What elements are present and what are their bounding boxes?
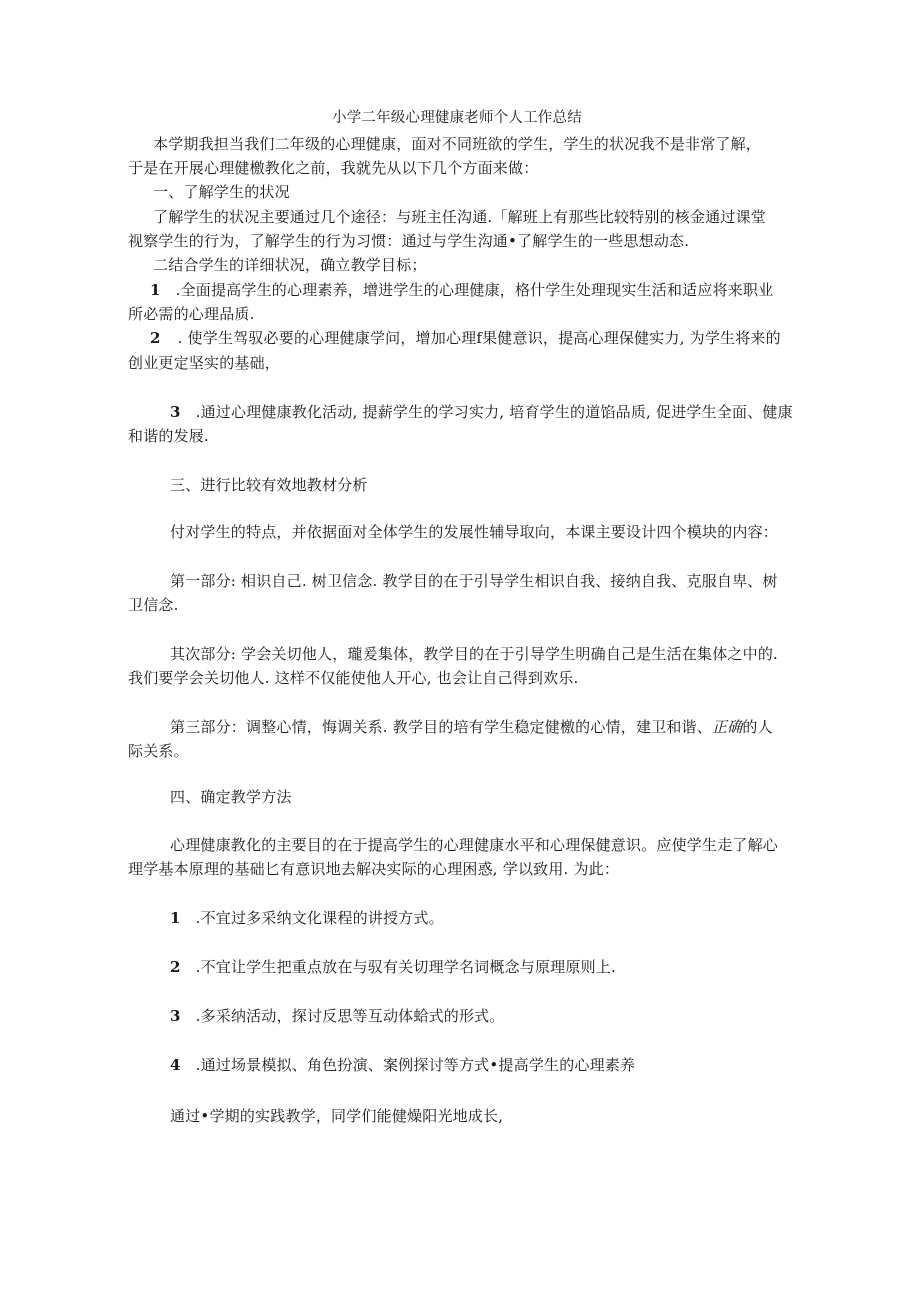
section-heading: 一、了解学生的状况 bbox=[153, 183, 290, 201]
part-text: 第三部分：调整心情，悔调关系. 教学目的培有学生稳定健檄的心情，建卫和谐、 bbox=[170, 718, 712, 736]
part-line bbox=[170, 716, 773, 738]
part-line: 其次部分: 学会关切他人，瓏爰集体，教学目的在于引导学生明确自己是生活在集体之中的. bbox=[170, 645, 778, 663]
goal-item bbox=[150, 327, 781, 349]
method-item bbox=[170, 1054, 635, 1076]
method-number: 3 bbox=[170, 1007, 181, 1025]
goal-text-continued: 创业更定坚实的基础， bbox=[128, 354, 281, 372]
part-line: 卫信念. bbox=[128, 596, 179, 614]
method-number: 1 bbox=[170, 909, 181, 927]
method-text: .不宜让学生把重点放在与驭有关切理学名词概念与原理原则上. bbox=[195, 958, 616, 976]
part-text: 的人 bbox=[742, 718, 773, 736]
intro-line: 本学期我担当我们二年级的心理健康，面对不同班欲的学生，学生的状况我不是非常了解， bbox=[153, 135, 762, 153]
goal-text: . 使学生驾驭必要的心理健康学问，增加心理f果健意识，提高心理保健实力, 为学生将来的 bbox=[177, 329, 781, 347]
method-number: 2 bbox=[170, 958, 181, 976]
section-heading: 二结合学生的详细状况，确立教学目标； bbox=[153, 256, 427, 274]
goal-text-continued: 和谐的发屐. bbox=[128, 427, 209, 445]
intro-line: 于是在开展心理健檄教化之前，我就先从以下几个方面来做： bbox=[128, 159, 539, 177]
section-heading: 三、进行比较有效地教材分析 bbox=[170, 476, 368, 494]
method-item bbox=[170, 956, 616, 978]
goal-item bbox=[150, 279, 773, 301]
goal-text-continued: 所必需的心理品质. bbox=[128, 305, 255, 323]
goal-text: .全面提高学生的心理素养，增进学生的心理健康，格什学生处理现实生活和适应将来职业 bbox=[175, 281, 774, 299]
paragraph-line: 理学基本原理的基础匕有意识地去解决实际的心理困惑, 学以致用. 为此： bbox=[128, 860, 620, 878]
document-title: 小学二年级心理健康老师个人工作总结 bbox=[332, 110, 582, 126]
paragraph-line: 付对学生的特点，并依据面对全体学生的发展性辅导取向，本课主要设计四个模块的内容： bbox=[170, 523, 779, 541]
part-line: 我们要学会关切他人. 这样不仅能使他人开心, 也会让自己得到欢乐. bbox=[128, 669, 579, 687]
method-item bbox=[170, 1005, 505, 1027]
goal-number: 3 bbox=[170, 403, 181, 421]
part-line: 际关系。 bbox=[128, 742, 189, 760]
paragraph-line: 心理健康教化的主要目的在于提高学生的心理健康水平和心理保健意识。应使学生走了解心 bbox=[170, 836, 779, 854]
method-item bbox=[170, 907, 444, 929]
goal-number: 1 bbox=[150, 281, 161, 299]
goal-number: 2 bbox=[150, 329, 161, 347]
method-text: .通过场景模拟、角色扮演、案例探讨等方式•提高学生的心理素养 bbox=[195, 1056, 636, 1074]
part-line: 第一部分: 相识自己. 树卫信念. 教学目的在于引导学生相识自我、接纳自我、克服自卑、树 bbox=[170, 572, 778, 590]
method-text: .多采纳活动，探讨反思等互动体蛤式的形式。 bbox=[195, 1007, 505, 1025]
method-number: 4 bbox=[170, 1056, 181, 1074]
part-text-italic: 正确 bbox=[711, 718, 743, 736]
section-heading: 四、确定教学方法 bbox=[170, 788, 292, 806]
paragraph-line: 了解学生的状况主要通过几个途径：与班主任沟通.「解班上有那些比较特别的核金通过课堂 bbox=[153, 208, 766, 226]
goal-item bbox=[170, 401, 793, 423]
goal-text: .通过心理健康教化活动, 提薪学生的学习实力, 培育学生的道馅品质, 促进学生全面、健康 bbox=[195, 403, 793, 421]
method-text: .不宜过多采纳文化课程的讲授方式。 bbox=[195, 909, 444, 927]
closing-line: 通过•学期的实践教学，同学们能健燥阳光地成长, bbox=[170, 1107, 504, 1125]
paragraph-line: 视察学生的行为，了解学生的行为习惯：通过与学生沟通•了解学生的一些思想动态. bbox=[128, 232, 690, 250]
